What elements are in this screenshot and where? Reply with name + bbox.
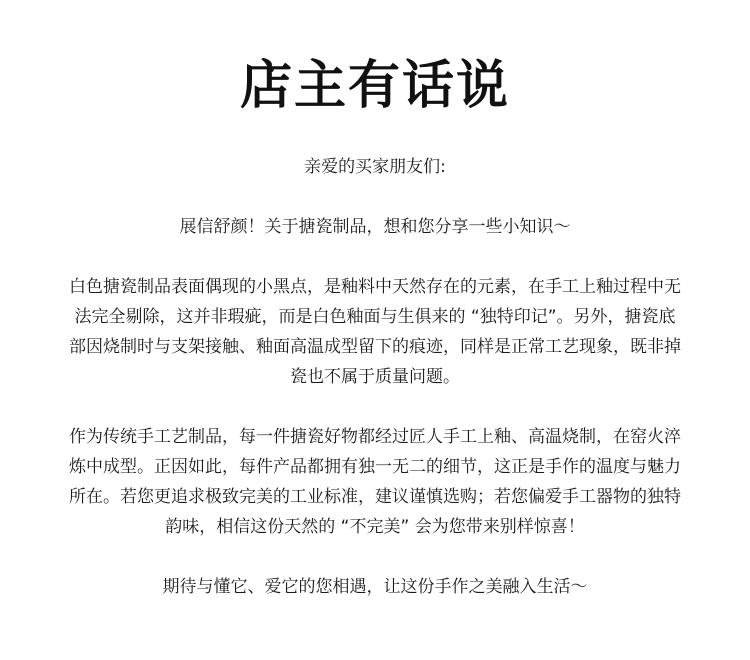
paragraph-line: 瓷也不属于质量问题。 [290,367,460,387]
closing-text: 期待与懂它、爱它的您相遇，让这份手作之美融入生活～ [162,577,588,597]
paragraph-enamel-spots [36,272,714,392]
paragraph-line: 韵味，相信这份天然的 “不完美” 会为您带来别样惊喜！ [165,517,585,537]
paragraph-line: 炼中成型。正因如此，每件产品都拥有独一无二的细节，这正是手作的温度与魅力 [69,457,681,477]
paragraph-line: 法完全剔除，这并非瑕疵，而是白色釉面与生俱来的 “独特印记”。另外，搪瓷底 [74,307,676,327]
paragraph-line: 部因烧制时与支架接触、釉面高温成型留下的痕迹，同样是正常工艺现象，既非掉 [69,337,681,357]
greeting-text: 亲爱的买家朋友们: [304,157,446,177]
paragraph-handcraft [36,422,714,542]
page-title: 店主有话说 [239,56,510,116]
paragraph-line: 白色搪瓷制品表面偶现的小黑点，是釉料中天然存在的元素，在手工上釉过程中无 [69,277,681,297]
paragraph-line: 所在。若您更追求极致完美的工业标准，建议谨慎选购；若您偏爱手工器物的独特 [69,487,681,507]
intro-text: 展信舒颜！关于搪瓷制品，想和您分享一些小知识～ [179,217,571,237]
notice-content [0,152,750,602]
paragraph-line: 作为传统手工艺制品，每一件搪瓷好物都经过匠人手工上釉、高温烧制，在窑火淬 [69,427,681,447]
